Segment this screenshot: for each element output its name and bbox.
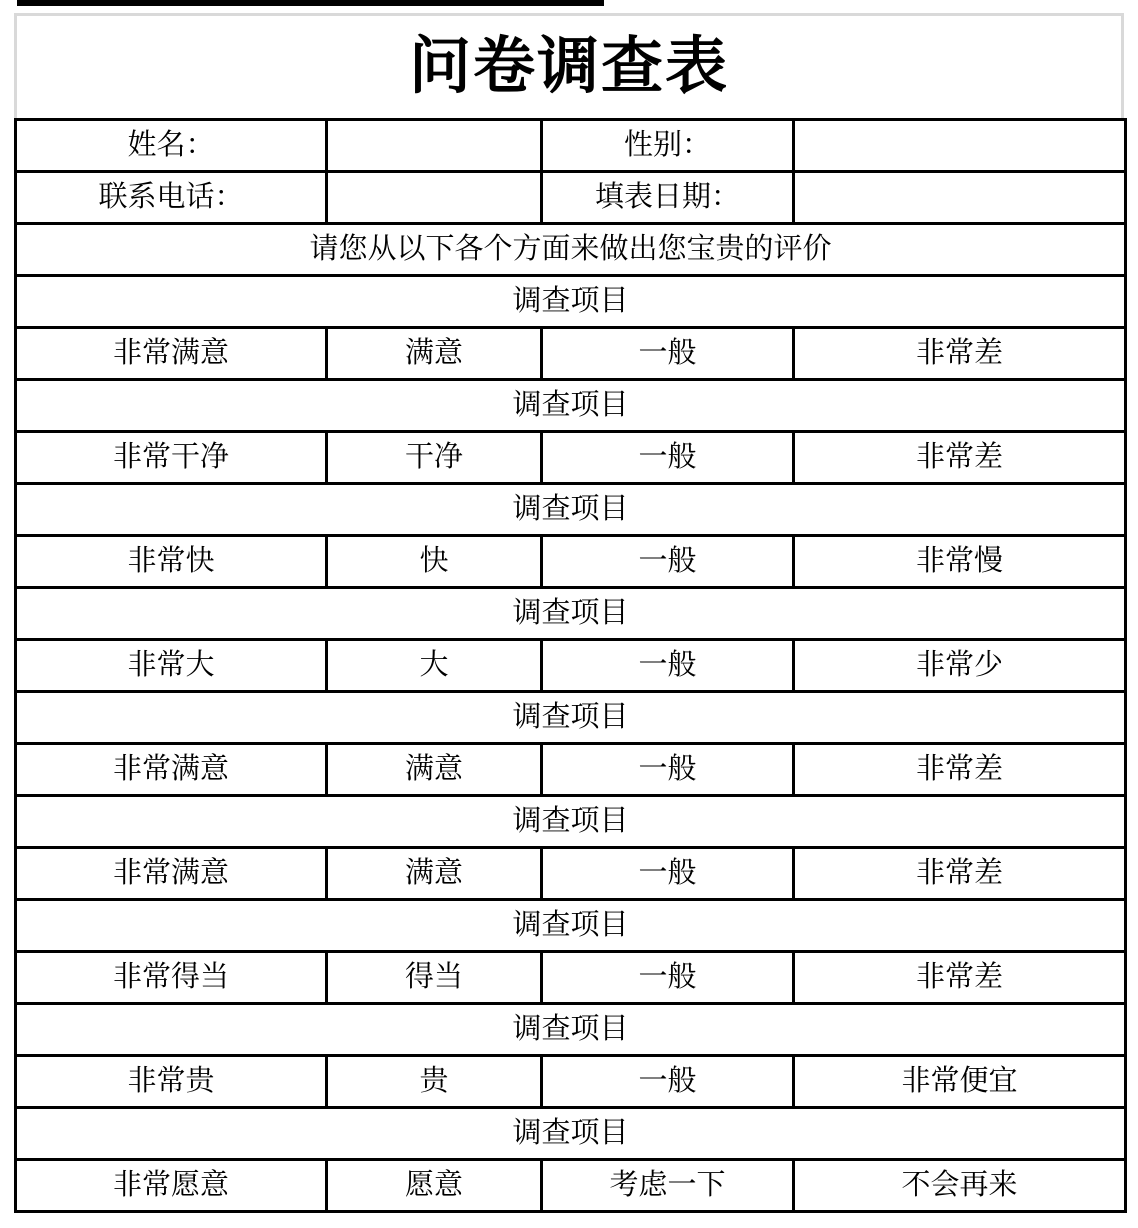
options-row [16,328,1126,380]
option-cell[interactable]: 满意 [327,744,542,796]
option-cell[interactable]: 满意 [327,848,542,900]
options-row [16,848,1126,900]
page-title: 问卷调查表 [408,32,729,101]
phone-label: 联系电话： [16,172,327,224]
options-row [16,952,1126,1004]
section-header: 调查项目 [16,1108,1126,1160]
options-row [16,1160,1126,1212]
instruction-text: 请您从以下各个方面来做出您宝贵的评价 [16,224,1126,276]
title-block [14,13,1124,118]
section-header: 调查项目 [16,1004,1126,1056]
section-header: 调查项目 [16,692,1126,744]
section-header: 调查项目 [16,380,1126,432]
option-cell[interactable]: 非常干净 [16,432,327,484]
section-header-row [16,276,1126,328]
option-cell[interactable]: 大 [327,640,542,692]
option-cell[interactable]: 考虑一下 [542,1160,794,1212]
fill-date-label: 填表日期： [542,172,794,224]
options-row [16,432,1126,484]
section-header-row [16,380,1126,432]
name-label: 姓名： [16,120,327,172]
gender-label: 性别： [542,120,794,172]
option-cell[interactable]: 不会再来 [794,1160,1126,1212]
option-cell[interactable]: 非常贵 [16,1056,327,1108]
option-cell[interactable]: 非常差 [794,952,1126,1004]
option-cell[interactable]: 非常大 [16,640,327,692]
option-cell[interactable]: 非常差 [794,744,1126,796]
option-cell[interactable]: 一般 [542,848,794,900]
instruction-row [16,224,1126,276]
option-cell[interactable]: 非常慢 [794,536,1126,588]
option-cell[interactable]: 一般 [542,744,794,796]
option-cell[interactable]: 非常差 [794,328,1126,380]
option-cell[interactable]: 非常差 [794,848,1126,900]
option-cell[interactable]: 非常满意 [16,848,327,900]
option-cell[interactable]: 非常少 [794,640,1126,692]
section-header-row [16,692,1126,744]
options-row [16,1056,1126,1108]
option-cell[interactable]: 一般 [542,536,794,588]
info-row-name-gender [16,120,1126,172]
option-cell[interactable]: 快 [327,536,542,588]
section-header: 调查项目 [16,588,1126,640]
options-row [16,744,1126,796]
option-cell[interactable]: 非常满意 [16,744,327,796]
option-cell[interactable]: 一般 [542,640,794,692]
section-header-row [16,900,1126,952]
section-header-row [16,1004,1126,1056]
top-border-strip [17,0,604,6]
section-header-row [16,588,1126,640]
option-cell[interactable]: 非常得当 [16,952,327,1004]
info-row-phone-date [16,172,1126,224]
section-header-row [16,484,1126,536]
options-row [16,640,1126,692]
gender-input-cell[interactable] [794,120,1126,172]
option-cell[interactable]: 愿意 [327,1160,542,1212]
option-cell[interactable]: 满意 [327,328,542,380]
option-cell[interactable]: 非常满意 [16,328,327,380]
option-cell[interactable]: 一般 [542,432,794,484]
option-cell[interactable]: 非常差 [794,432,1126,484]
section-header: 调查项目 [16,276,1126,328]
section-header: 调查项目 [16,900,1126,952]
section-header: 调查项目 [16,484,1126,536]
section-header-row [16,796,1126,848]
phone-input-cell[interactable] [327,172,542,224]
option-cell[interactable]: 干净 [327,432,542,484]
survey-table [14,118,1127,1213]
option-cell[interactable]: 一般 [542,328,794,380]
name-input-cell[interactable] [327,120,542,172]
options-row [16,536,1126,588]
option-cell[interactable]: 非常便宜 [794,1056,1126,1108]
option-cell[interactable]: 得当 [327,952,542,1004]
section-header-row [16,1108,1126,1160]
section-header: 调查项目 [16,796,1126,848]
fill-date-input-cell[interactable] [794,172,1126,224]
option-cell[interactable]: 一般 [542,952,794,1004]
option-cell[interactable]: 非常快 [16,536,327,588]
option-cell[interactable]: 贵 [327,1056,542,1108]
option-cell[interactable]: 一般 [542,1056,794,1108]
option-cell[interactable]: 非常愿意 [16,1160,327,1212]
